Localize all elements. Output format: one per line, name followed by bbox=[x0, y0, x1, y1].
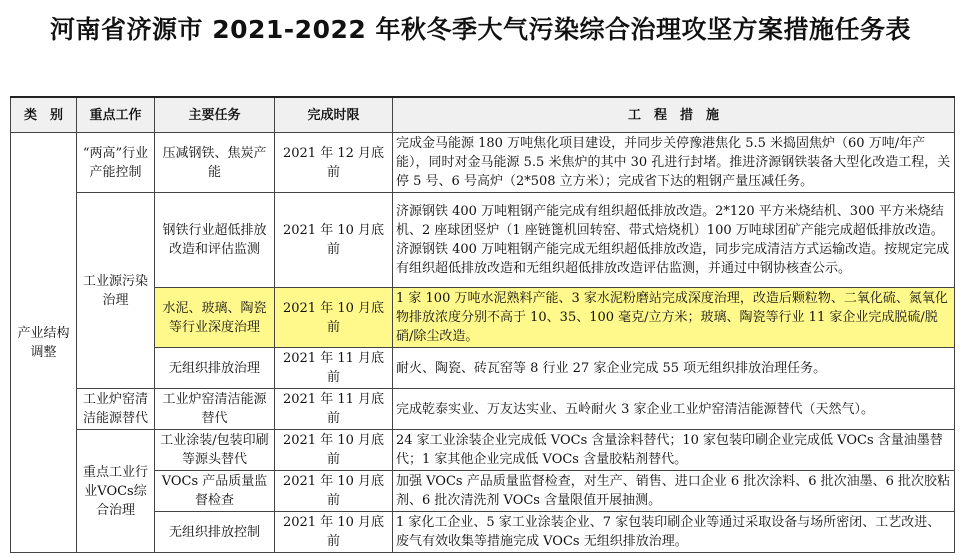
measure-cell: 1 家 100 万吨水泥熟料产能、3 家水泥粉磨站完成深度治理，改造后颗粒物、二氧化硫、氮氧化物排放浓度分别不高于 10、35、100 毫克/立方米；玻璃、陶瓷等行业 11 家企业完成脱硫/脱硝/除尘改造。 bbox=[393, 288, 955, 348]
deadline-cell: 2021 年 10 月底前 bbox=[275, 288, 393, 348]
task-cell: 工业涂装/包装印刷等源头替代 bbox=[155, 430, 275, 471]
deadline-cell: 2021 年 11 月底前 bbox=[275, 348, 393, 389]
task-cell: 水泥、玻璃、陶瓷等行业深度治理 bbox=[155, 288, 275, 348]
page-title: 河南省济源市 2021-2022 年秋冬季大气污染综合治理攻坚方案措施任务表 bbox=[50, 15, 911, 44]
deadline-cell: 2021 年 10 月底前 bbox=[275, 193, 393, 288]
table-row bbox=[11, 133, 955, 193]
table-row bbox=[11, 193, 955, 288]
measure-cell: 完成金马能源 180 万吨焦化项目建设，并同步关停豫港焦化 5.5 米捣固焦炉（60 万吨/年产能），同时对金马能源 5.5 米焦炉的其中 30 孔进行封堵。推进济源钢铁装备大型化改造工程，关停 5 号、6 号高炉（2*508 立方米）；完成省下达的粗钢产量压减任务。 bbox=[393, 133, 955, 193]
table-row bbox=[11, 389, 955, 430]
category-cell: 产业结构调整 bbox=[11, 133, 77, 553]
key-work-cell: 工业源污染治理 bbox=[77, 193, 155, 389]
header-deadline: 完成时限 bbox=[275, 97, 393, 133]
table-row bbox=[11, 430, 955, 471]
task-cell: 钢铁行业超低排放改造和评估监测 bbox=[155, 193, 275, 288]
task-cell: 压减钢铁、焦炭产能 bbox=[155, 133, 275, 193]
measure-cell: 24 家工业涂装企业完成低 VOCs 含量涂料替代；10 家包装印刷企业完成低 VOCs 含量油墨替代；1 家其他企业完成低 VOCs 含量胶粘剂替代。 bbox=[393, 430, 955, 471]
task-cell: VOCs 产品质量监督检查 bbox=[155, 471, 275, 512]
measure-cell: 1 家化工企业、5 家工业涂装企业、7 家包装印刷企业等通过采取设备与场所密闭、工艺改进、废气有效收集等措施完成 VOCs 无组织排放治理。 bbox=[393, 512, 955, 553]
measure-cell: 完成乾泰实业、万友达实业、五岭耐火 3 家企业工业炉窑清洁能源替代（天然气）。 bbox=[393, 389, 955, 430]
key-work-cell: 工业炉窑清洁能源替代 bbox=[77, 389, 155, 430]
key-work-cell: 重点工业行业VOCs综合治理 bbox=[77, 430, 155, 553]
header-main-task: 主要任务 bbox=[155, 97, 275, 133]
header-category: 类 别 bbox=[11, 97, 77, 133]
measure-cell: 耐火、陶瓷、砖瓦窑等 8 行业 27 家企业完成 55 项无组织排放治理任务。 bbox=[393, 348, 955, 389]
task-cell: 无组织排放治理 bbox=[155, 348, 275, 389]
task-cell: 无组织排放控制 bbox=[155, 512, 275, 553]
task-table bbox=[10, 96, 955, 553]
header-key-work: 重点工作 bbox=[77, 97, 155, 133]
header-measures: 工 程 措 施 bbox=[393, 97, 955, 133]
deadline-cell: 2021 年 11 月底前 bbox=[275, 389, 393, 430]
table-header-row bbox=[11, 97, 955, 133]
measure-cell: 济源钢铁 400 万吨粗钢产能完成有组织超低排放改造。2*120 平方米烧结机、300 平方米烧结机、2 座球团竖炉（1 座链篦机回转窑、带式焙烧机）100 万吨球团矿产能完成超低排放改造。济源钢铁 400 万吨粗钢产能完成无组织超低排放改造，同步完成清洁方式运输改造。按规定完成有组织超低排放改造和无组织超低排放改造评估监测，并通过中钢协核查公示。 bbox=[393, 193, 955, 288]
key-work-cell: “两高”行业产能控制 bbox=[77, 133, 155, 193]
deadline-cell: 2021 年 12 月底前 bbox=[275, 133, 393, 193]
deadline-cell: 2021 年 10 月底前 bbox=[275, 471, 393, 512]
deadline-cell: 2021 年 10 月底前 bbox=[275, 430, 393, 471]
task-cell: 工业炉窑清洁能源替代 bbox=[155, 389, 275, 430]
measure-cell: 加强 VOCs 产品质量监督检查，对生产、销售、进口企业 6 批次涂料、6 批次油墨、6 批次胶粘剂、6 批次清洗剂 VOCs 含量限值开展抽测。 bbox=[393, 471, 955, 512]
deadline-cell: 2021 年 10 月底前 bbox=[275, 512, 393, 553]
